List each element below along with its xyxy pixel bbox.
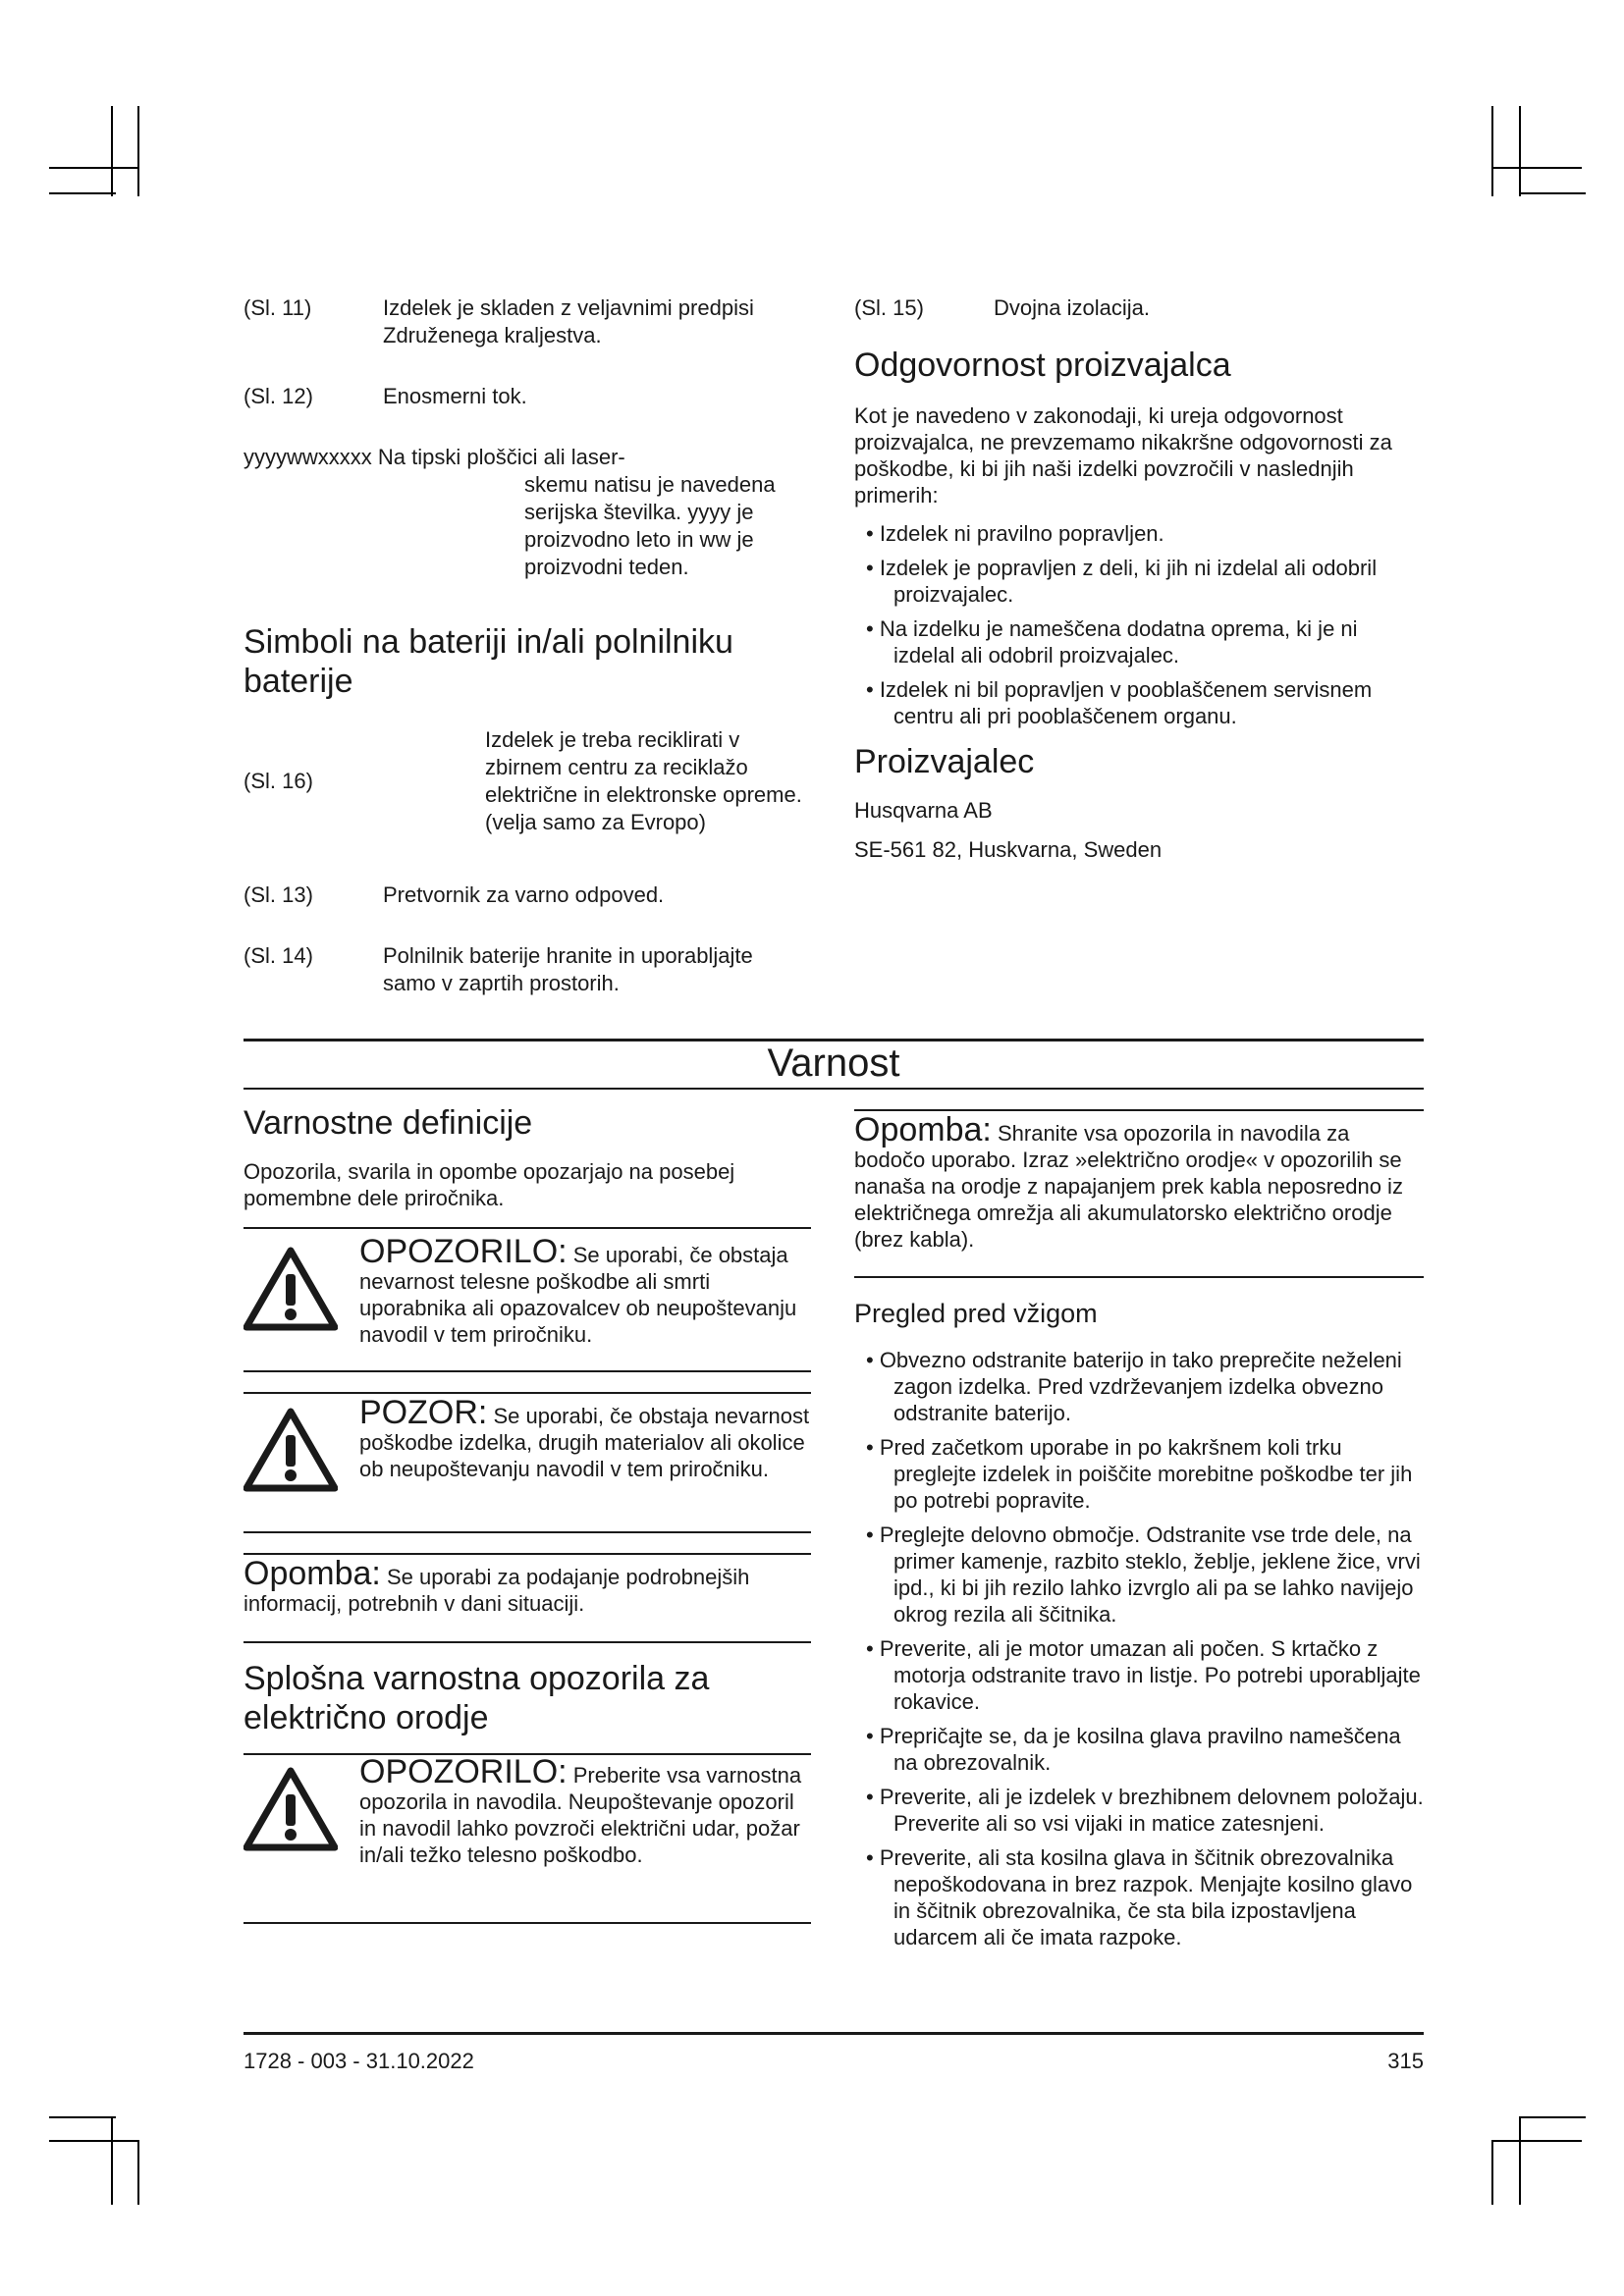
crop-mark <box>49 167 139 169</box>
crop-mark <box>1491 106 1493 196</box>
divider <box>244 1922 811 1924</box>
warning-body: Preberite vsa varnostna opozorila in navodila. Neupoštevanje opozoril in navodil lahko povzroči električni udar, požar in/ali težko telesno poškodbo. <box>359 1763 802 1867</box>
warning-notice-2 <box>244 1753 813 1916</box>
crop-mark <box>111 2116 113 2205</box>
symbol-ref: (Sl. 14) <box>244 943 313 968</box>
serial-text-start: Na tipski ploščici ali laser- <box>377 445 625 469</box>
symbol-description: Enosmerni tok. <box>383 384 527 408</box>
warning-notice <box>244 1233 813 1366</box>
note-body: Shranite vsa opozorila in navodila za bodočo uporabo. Izraz »električno orodje« v opozorilih se nanaša na orodje z napajanjem prek kabla neposredno iz električnega omrežja ali akumulatorsko električno orodje (brez kabla). <box>854 1121 1403 1252</box>
note-lead: Opomba: <box>854 1111 992 1148</box>
crop-mark <box>1519 2116 1521 2205</box>
crop-mark <box>111 106 113 196</box>
symbol-row-16 <box>244 726 813 834</box>
section-title: Varnost <box>767 1041 900 1085</box>
liability-heading: Odgovornost proizvajalca <box>854 347 1231 384</box>
list-item: • Preglejte delovno območje. Odstranite vse trde dele, na primer kamenje, razbito steklo, žeblje, jeklene žice, vrvi ipd., ki bi jih rezilo lahko izvrglo ali pa se lahko navijejo okrog rezila ali ščitnika. <box>866 1522 1421 1627</box>
list-item: • Izdelek ni pravilno popravljen. <box>866 521 1164 546</box>
symbol-ref: (Sl. 12) <box>244 384 313 408</box>
symbol-ref: (Sl. 15) <box>854 295 924 320</box>
serial-first-line <box>244 444 813 471</box>
serial-number-block <box>244 444 813 581</box>
crop-mark <box>49 2140 139 2142</box>
serial-text-rest: skemu natisu je navedena serijska številka. yyyy je proizvodno leto in ww je proizvodni teden. <box>524 472 776 579</box>
list-item: • Preverite, ali sta kosilna glava in ščitnik obrezovalnika nepoškodovana in brez razpok. Menjajte kosilno glavo in ščitnik obrezovalnika, če sta bila izpostavljena udarcem ali če imata razpoke. <box>866 1845 1413 1949</box>
list-item: • Obvezno odstranite baterijo in tako preprečite neželeni zagon izdelka. Pred vzdrževanjem izdelka obvezno odstranite baterijo. <box>866 1348 1402 1425</box>
manufacturer-heading: Proizvajalec <box>854 743 1035 780</box>
crop-mark <box>137 106 139 196</box>
crop-mark <box>1519 106 1521 196</box>
note-body: Se uporabi za podajanje podrobnejših informacij, potrebnih v dani situaciji. <box>244 1565 750 1616</box>
general-warnings-heading: Splošna varnostna opozorila za električno orodje <box>244 1660 710 1736</box>
liability-intro: Kot je navedeno v zakonodaji, ki ureja odgovornost proizvajalca, ne prevzemamo nikakršne odgovornosti za poškodbe, ki bi jih naši izdelki povzročili v naslednjih primerih: <box>854 403 1392 507</box>
warning-text <box>359 1753 811 1868</box>
definitions-intro: Opozorila, svarila in opombe opozarjajo na posebej pomembne dele priročnika. <box>244 1159 735 1210</box>
list-item: • Na izdelku je nameščena dodatna oprema, ki je ni izdelal ali odobril proizvajalec. <box>866 616 1358 667</box>
list-item: • Prepričajte se, da je kosilna glava pravilno nameščena na obrezovalnik. <box>866 1724 1401 1775</box>
list-item: • Preverite, ali je izdelek v brezhibnem delovnem položaju. Preverite ali so vsi vijaki in matice zatesnjeni. <box>866 1785 1424 1836</box>
symbol-ref: (Sl. 11) <box>244 295 312 320</box>
warning-triangle-icon <box>244 1767 338 1851</box>
serial-code: yyyywwxxxxx <box>244 445 372 469</box>
manufacturer-name: Husqvarna AB <box>854 798 993 823</box>
list-item: • Izdelek ni bil popravljen v pooblaščenem servisnem centru ali pri pooblaščenem organu. <box>866 677 1373 728</box>
symbol-description: Izdelek je skladen z veljavnimi predpisi Združenega kraljestva. <box>383 295 754 347</box>
symbol-description: Izdelek je treba reciklirati v zbirnem centru za reciklažo električne in elektronske opreme. (velja samo za Evropo) <box>485 727 802 834</box>
crop-mark <box>137 2140 139 2205</box>
liability-list <box>854 520 1424 737</box>
crop-mark <box>1491 2140 1582 2142</box>
note-lead: Opomba: <box>244 1555 381 1592</box>
warning-triangle-icon <box>244 1247 338 1331</box>
warning-lead: OPOZORILO: <box>359 1233 568 1270</box>
crop-mark <box>1491 167 1582 169</box>
battery-symbols-heading: Simboli na bateriji in/ali polnilniku baterije <box>244 623 733 700</box>
note-block-2 <box>854 1111 1424 1253</box>
caution-body: Se uporabi, če obstaja nevarnost poškodbe izdelka, drugih materialov ali okolice ob neupoštevanju navodil v tem priročniku. <box>359 1404 810 1481</box>
crop-mark <box>1519 2116 1586 2118</box>
divider <box>854 1276 1424 1278</box>
manufacturer-address: SE-561 82, Huskvarna, Sweden <box>854 837 1163 862</box>
note-block <box>244 1555 811 1617</box>
crop-mark <box>49 2116 116 2118</box>
warning-text <box>359 1233 811 1348</box>
symbol-description: Pretvornik za varno odpoved. <box>383 882 665 907</box>
list-item: • Pred začetkom uporabe in po kakršnem koli trku preglejte izdelek in poiščite morebitne poškodbe ter jih po potrebi popravite. <box>866 1435 1413 1513</box>
crop-mark <box>49 192 116 194</box>
divider <box>244 1370 811 1372</box>
prestart-heading: Pregled pred vžigom <box>854 1299 1098 1328</box>
warning-triangle-icon <box>244 1408 338 1492</box>
crop-mark <box>1519 192 1586 194</box>
symbol-ref: (Sl. 13) <box>244 882 313 907</box>
divider <box>244 1227 811 1229</box>
caution-lead: POZOR: <box>359 1394 488 1431</box>
symbol-ref: (Sl. 16) <box>244 769 313 793</box>
list-item: • Izdelek je popravljen z deli, ki jih ni izdelal ali odobril proizvajalec. <box>866 556 1378 607</box>
warning-lead: OPOZORILO: <box>359 1753 568 1790</box>
divider <box>244 1641 811 1643</box>
prestart-list <box>854 1347 1424 1958</box>
symbol-description: Dvojna izolacija. <box>994 295 1150 320</box>
list-item: • Preverite, ali je motor umazan ali počen. S krtačko z motorja odstranite travo in listje. Po potrebi uporabljajte rokavice. <box>866 1636 1421 1714</box>
page-number: 315 <box>1387 2049 1424 2073</box>
definitions-heading: Varnostne definicije <box>244 1104 533 1142</box>
caution-text <box>359 1394 811 1482</box>
footer-rule <box>244 2032 1424 2035</box>
crop-mark <box>1491 2140 1493 2205</box>
warning-body: Se uporabi, če obstaja nevarnost telesne poškodbe ali smrti uporabnika ali opazovalcev ob neupoštevanju navodil v tem priročniku. <box>359 1243 797 1347</box>
caution-notice <box>244 1394 813 1527</box>
document-id: 1728 - 003 - 31.10.2022 <box>244 2049 474 2073</box>
symbol-description: Polnilnik baterije hranite in uporabljajte samo v zaprtih prostorih. <box>383 943 753 995</box>
divider <box>244 1392 811 1394</box>
divider <box>244 1531 811 1533</box>
section-rule-bottom <box>244 1088 1424 1090</box>
